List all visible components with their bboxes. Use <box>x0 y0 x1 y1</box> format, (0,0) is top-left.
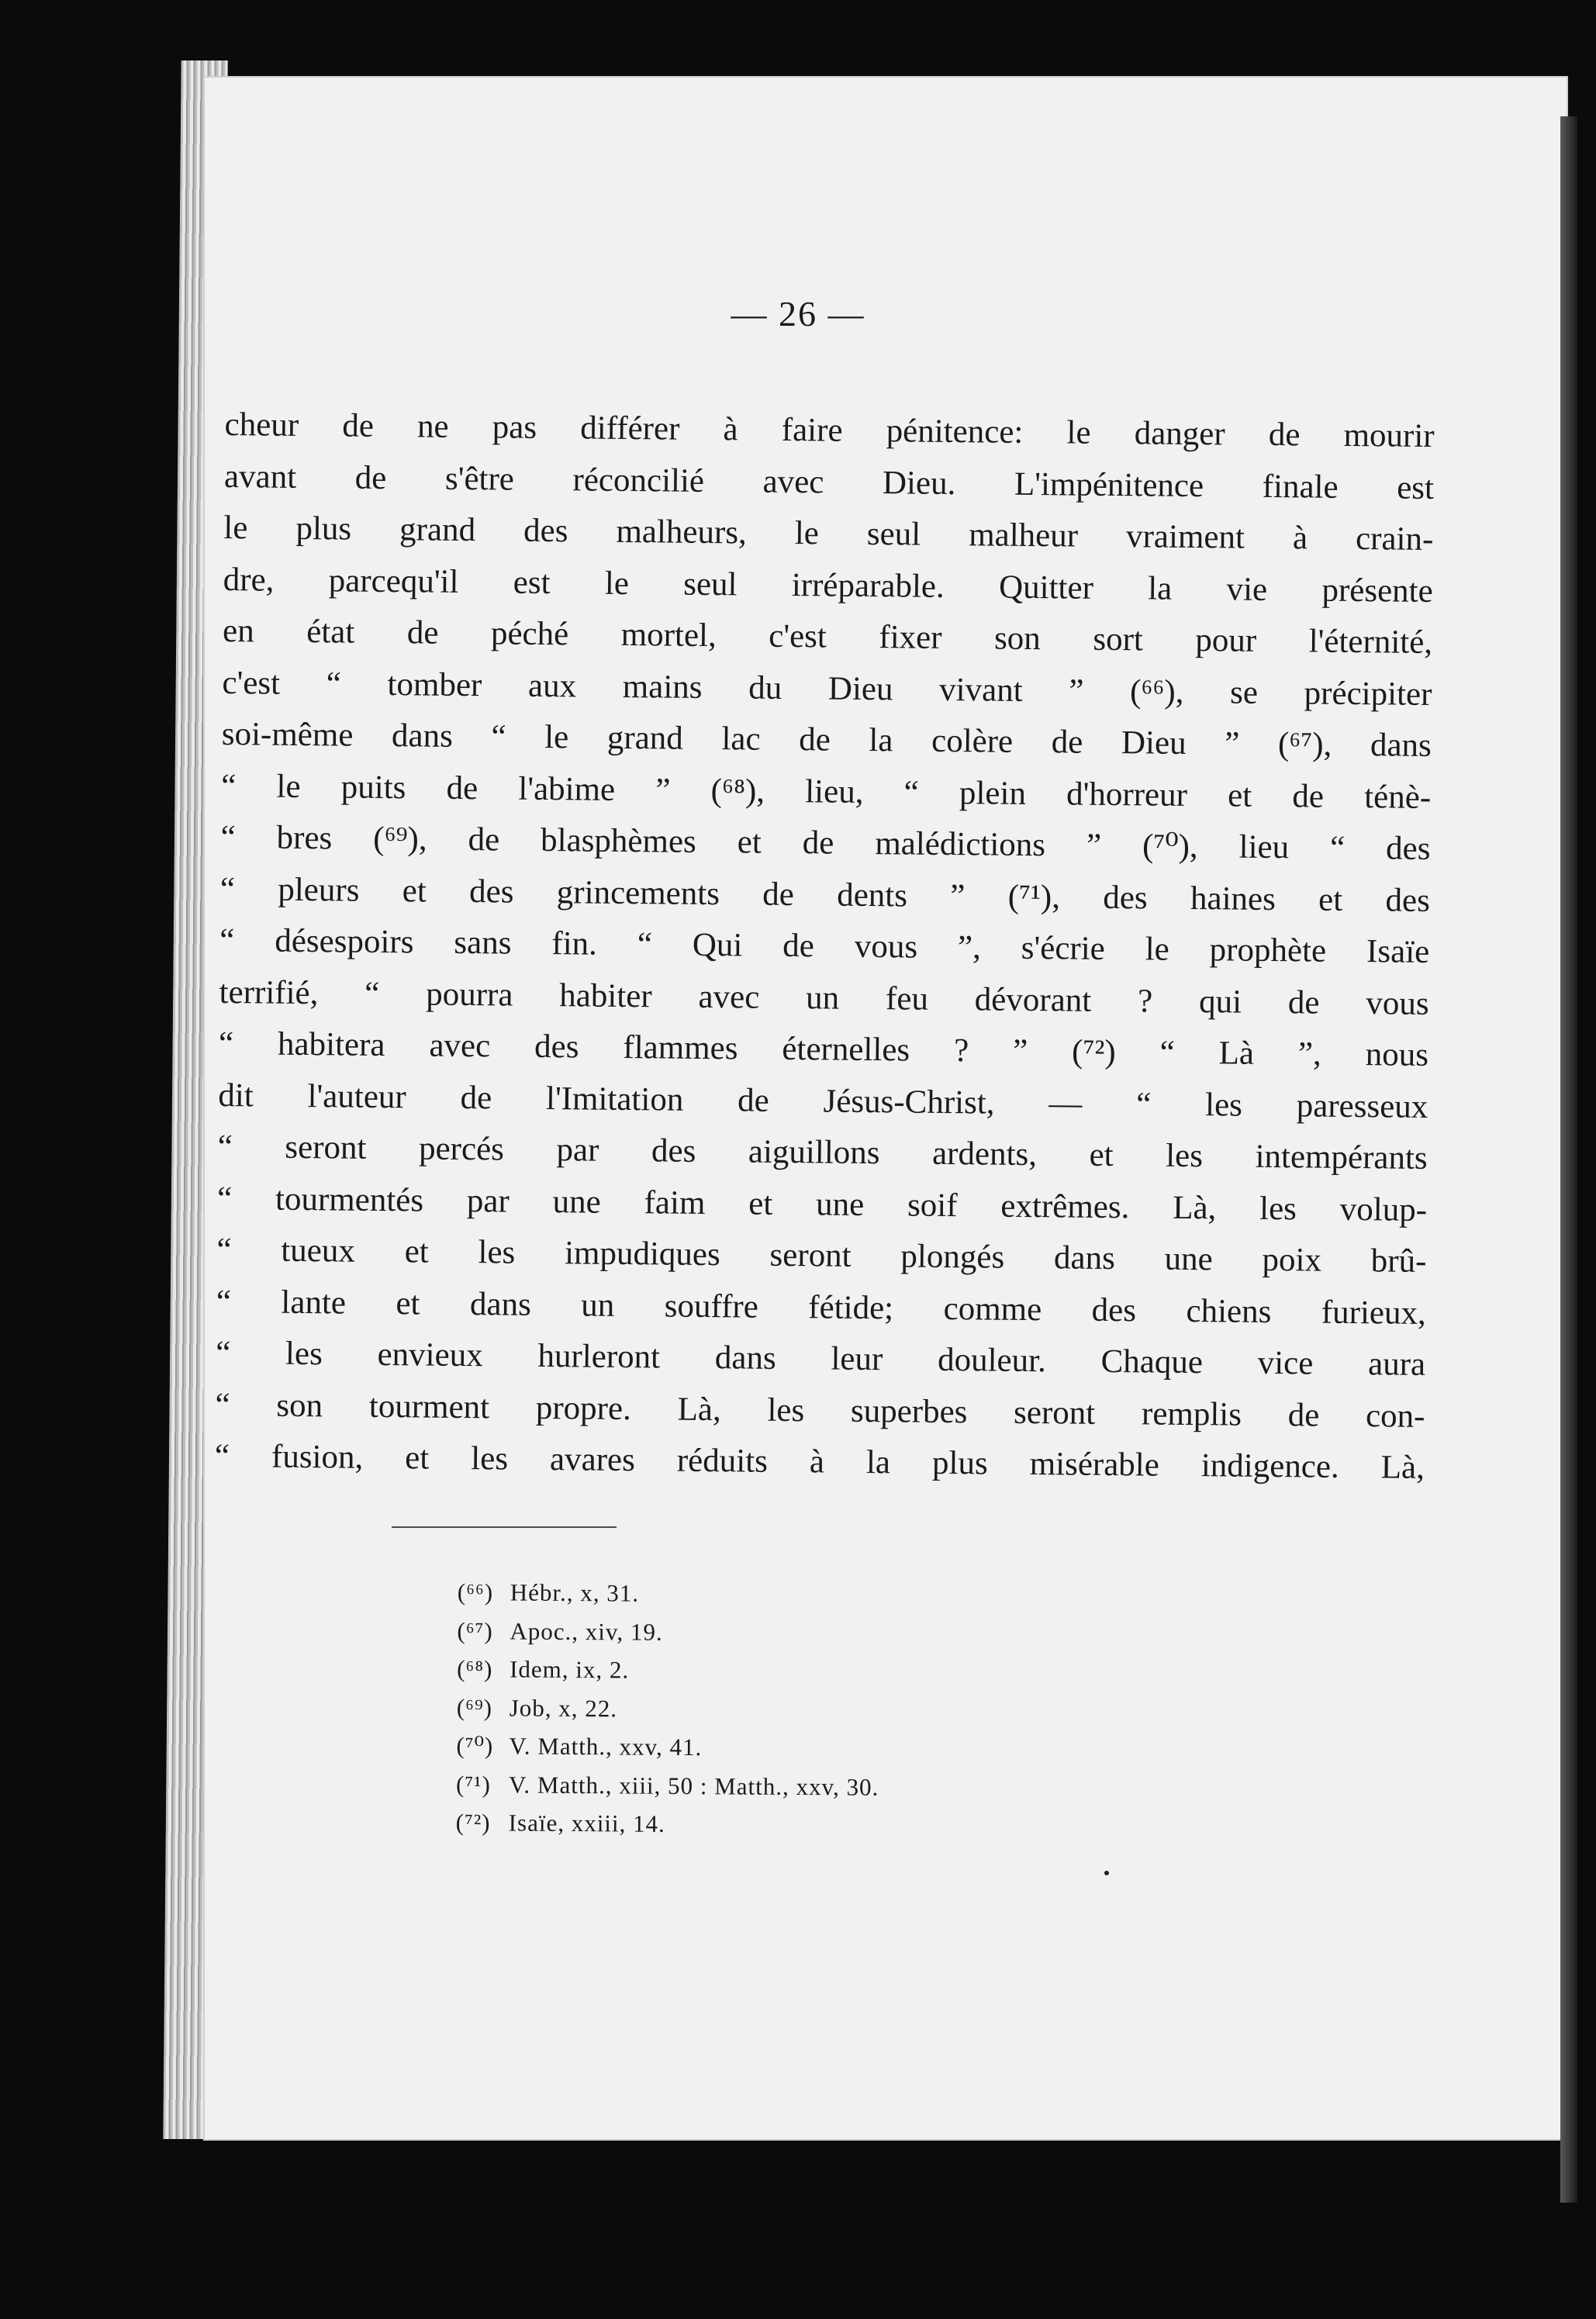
footnote-mark: (⁷¹) <box>455 1770 491 1798</box>
page-number: — 26 — <box>731 294 865 334</box>
text-line: “ seront percés par des aiguillons ardents, et les intempérants <box>217 1128 1428 1177</box>
footnote-mark: (⁶⁷) <box>457 1616 493 1644</box>
text-line: soi-même dans “ le grand lac de la colère de Dieu ” (⁶⁷), dans <box>221 715 1432 764</box>
text-line: “ tueux et les impudiques seront plongés dans une poix brû- <box>216 1231 1427 1280</box>
text-line: cheur de ne pas différer à faire pénitence: le danger de mourir <box>224 406 1435 454</box>
footnote <box>456 1764 879 1806</box>
text-line: “ fusion, et les avares réduits à la plus misérable indigence. Là, <box>214 1437 1425 1486</box>
text-line: “ désespoirs sans fin. “ Qui de vous ”, s'écrie le prophète Isaïe <box>219 921 1430 970</box>
footnote-mark: (⁶⁹) <box>456 1693 493 1721</box>
text-line: “ tourmentés par une faim et une soif extrêmes. Là, les volup- <box>216 1180 1428 1229</box>
footnote <box>456 1803 879 1844</box>
text-line: “ lante et dans un souffre fétide; comme des chiens furieux, <box>216 1283 1426 1332</box>
footnote-mark: (⁶⁸) <box>457 1654 493 1683</box>
footnotes <box>456 1573 881 1844</box>
body-text <box>215 399 1435 1494</box>
footnote-text: Job, x, 22. <box>509 1693 618 1722</box>
footnote-text: Idem, ix, 2. <box>510 1655 630 1684</box>
text-line: “ les envieux hurleront dans leur douleur. Chaque vice aura <box>215 1334 1426 1383</box>
footnote <box>456 1726 879 1768</box>
text-line: “ pleurs et des grincements de dents ” (⁷¹), des haines et des <box>219 870 1431 919</box>
text-line: c'est “ tomber aux mains du Dieu vivant ” (⁶⁶), se précipiter <box>222 664 1432 713</box>
footnote <box>457 1688 880 1729</box>
text-line: le plus grand des malheurs, le seul malheur vraiment à crain- <box>223 509 1434 558</box>
text-line: en état de péché mortel, c'est fixer son sort pour l'éternité, <box>222 612 1433 661</box>
footnote-text: V. Matth., xiii, 50 : Matth., xxv, 30. <box>508 1770 879 1801</box>
text-line: dre, parcequ'il est le seul irréparable. Quitter la vie présente <box>223 561 1433 610</box>
footnote-text: V. Matth., xxv, 41. <box>509 1732 703 1761</box>
text-line: “ bres (⁶⁹), de blasphèmes et de malédictions ” (⁷⁰), lieu “ des <box>220 818 1431 867</box>
footnote <box>457 1650 880 1691</box>
footnote <box>458 1573 881 1614</box>
book-right-edge <box>1560 116 1577 2203</box>
footnote <box>457 1611 880 1652</box>
text-line: avant de s'être réconcilié avec Dieu. L'impénitence finale est <box>223 458 1435 506</box>
footnote-text: Apoc., xiv, 19. <box>510 1616 663 1646</box>
ink-speck <box>1104 1871 1109 1875</box>
text-line: terrifié, “ pourra habiter avec un feu dévorant ? qui de vous <box>219 973 1429 1022</box>
footnote-mark: (⁷⁰) <box>456 1731 494 1760</box>
footnote-text: Hébr., x, 31. <box>510 1578 640 1607</box>
footnote-mark: (⁷²) <box>455 1808 491 1837</box>
text-line: “ habitera avec des flammes éternelles ? ” (⁷²) “ Là ”, nous <box>218 1025 1429 1073</box>
text-line: “ le puits de l'abime ” (⁶⁸), lieu, “ plein d'horreur et de ténè- <box>220 767 1432 816</box>
footnote-mark: (⁶⁶) <box>457 1578 494 1606</box>
footnote-text: Isaïe, xxiii, 14. <box>508 1809 665 1837</box>
footnote-separator <box>392 1526 617 1528</box>
text-line: dit l'auteur de l'Imitation de Jésus-Christ, — “ les paresseux <box>218 1077 1428 1125</box>
text-line: “ son tourment propre. Là, les superbes seront remplis de con- <box>215 1386 1425 1435</box>
